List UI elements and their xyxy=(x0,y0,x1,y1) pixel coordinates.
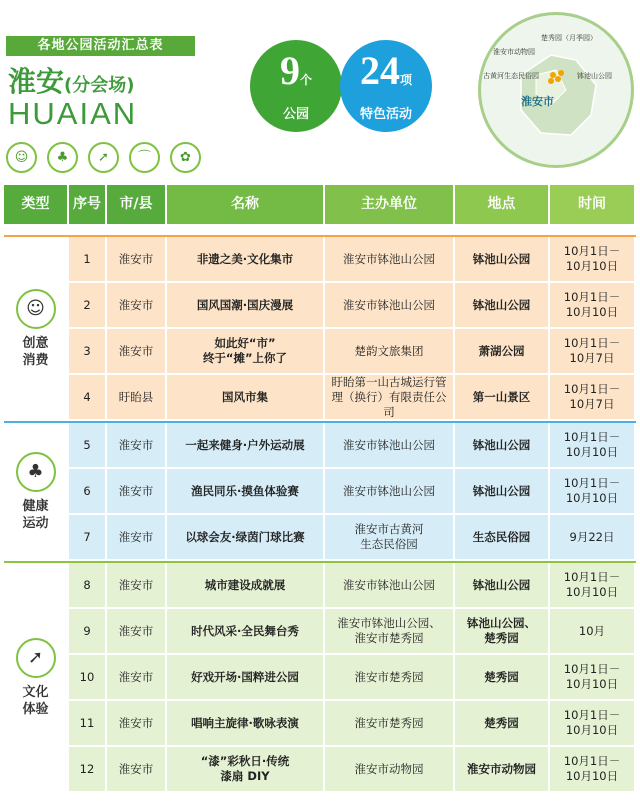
city-title xyxy=(8,60,134,100)
row-name: 城市建设成就展 xyxy=(167,563,325,609)
tree-icon: ♣ xyxy=(16,452,56,492)
row-organizer: 淮安市钵池山公园 xyxy=(325,469,455,515)
row-time: 10月1日－ 10月7日 xyxy=(550,375,636,421)
table-body xyxy=(4,235,636,793)
map-label-guhuanghe: 古黄河生态民俗园 xyxy=(483,72,539,80)
section-type-label xyxy=(4,563,67,793)
table-row xyxy=(4,375,636,421)
events-count: 24 xyxy=(359,48,400,93)
header-type: 类型 xyxy=(4,185,69,224)
row-time: 10月1日－ 10月10日 xyxy=(550,701,636,747)
section-type-label xyxy=(4,237,67,421)
row-organizer: 淮安市楚秀园 xyxy=(325,655,455,701)
parks-count-badge xyxy=(250,40,342,132)
row-organizer: 淮安市钵池山公园 xyxy=(325,283,455,329)
table-row xyxy=(4,329,636,375)
row-number: 2 xyxy=(69,283,107,329)
row-city: 淮安市 xyxy=(107,283,167,329)
row-city: 淮安市 xyxy=(107,423,167,469)
table-row xyxy=(4,609,636,655)
table-row xyxy=(4,237,636,283)
row-organizer: 淮安市钵池山公园 xyxy=(325,563,455,609)
row-location: 萧湖公园 xyxy=(455,329,550,375)
map-city-label: 淮安市 xyxy=(521,95,554,108)
city-english-name: HUAIAN xyxy=(8,96,138,131)
row-name: 唱响主旋律·歌咏表演 xyxy=(167,701,325,747)
row-name: 如此好“市” 终于“摊”上你了 xyxy=(167,329,325,375)
row-number: 9 xyxy=(69,609,107,655)
row-time: 10月1日－ 10月7日 xyxy=(550,329,636,375)
row-location: 钵池山公园、 楚秀园 xyxy=(455,609,550,655)
parks-label: 公园 xyxy=(282,107,309,122)
header-loc: 地点 xyxy=(455,185,550,224)
table-section xyxy=(4,235,636,421)
row-number: 11 xyxy=(69,701,107,747)
header-time: 时间 xyxy=(550,185,636,224)
header-city: 市/县 xyxy=(107,185,167,224)
map-label-chuxiu: 楚秀园（月季园） xyxy=(541,34,597,42)
city-map xyxy=(478,12,634,168)
row-organizer: 盱眙第一山古城运行管理（换行）有限责任公司 xyxy=(325,375,455,421)
row-number: 12 xyxy=(69,747,107,793)
row-number: 1 xyxy=(69,237,107,283)
row-location: 钵池山公园 xyxy=(455,237,550,283)
section-type-label xyxy=(4,423,67,561)
row-time: 10月1日－ 10月10日 xyxy=(550,283,636,329)
row-name: 一起来健身·户外运动展 xyxy=(167,423,325,469)
row-location: 钵池山公园 xyxy=(455,469,550,515)
row-organizer: 淮安市古黄河 生态民俗园 xyxy=(325,515,455,561)
row-city: 淮安市 xyxy=(107,655,167,701)
row-city: 淮安市 xyxy=(107,329,167,375)
header-org: 主办单位 xyxy=(325,185,455,224)
row-name: “漆”彩秋日·传统 漆扇 DIY xyxy=(167,747,325,793)
row-city: 淮安市 xyxy=(107,609,167,655)
row-city: 淮安市 xyxy=(107,237,167,283)
row-city: 淮安市 xyxy=(107,469,167,515)
section-type-text: 创意 消费 xyxy=(22,336,49,368)
row-city: 淮安市 xyxy=(107,563,167,609)
tree-icon: ♣ xyxy=(47,142,78,173)
parks-count: 9 xyxy=(279,48,300,93)
row-time: 10月1日－ 10月10日 xyxy=(550,469,636,515)
row-number: 10 xyxy=(69,655,107,701)
row-name: 非遗之美·文化集市 xyxy=(167,237,325,283)
row-time: 10月1日－ 10月10日 xyxy=(550,563,636,609)
row-number: 3 xyxy=(69,329,107,375)
row-time: 10月1日－ 10月10日 xyxy=(550,423,636,469)
section-type-text: 健康 运动 xyxy=(22,499,49,531)
city-subtitle: (分会场) xyxy=(64,75,135,96)
section-type-text: 文化 体验 xyxy=(22,685,49,717)
events-count-badge xyxy=(340,40,432,132)
row-time: 9月22日 xyxy=(550,515,636,561)
map-label-zoo: 淮安市动物园 xyxy=(493,48,535,56)
row-city: 淮安市 xyxy=(107,515,167,561)
table-header xyxy=(4,185,636,224)
row-number: 6 xyxy=(69,469,107,515)
table-section xyxy=(4,561,636,793)
row-time: 10月1日－ 10月10日 xyxy=(550,237,636,283)
row-number: 4 xyxy=(69,375,107,421)
city-name: 淮安 xyxy=(8,65,65,98)
summary-tag: 各地公园活动汇总表 xyxy=(6,36,195,56)
row-location: 淮安市动物园 xyxy=(455,747,550,793)
row-name: 以球会友·绿茵门球比赛 xyxy=(167,515,325,561)
row-time: 10月1日－ 10月10日 xyxy=(550,747,636,793)
category-icon-row xyxy=(6,142,211,173)
table-row xyxy=(4,655,636,701)
person-icon: ☺ xyxy=(6,142,37,173)
row-city: 盱眙县 xyxy=(107,375,167,421)
table-row xyxy=(4,515,636,561)
header-num: 序号 xyxy=(69,185,107,224)
row-city: 淮安市 xyxy=(107,701,167,747)
row-location: 第一山景区 xyxy=(455,375,550,421)
bridge-icon: ⌒ xyxy=(129,142,160,173)
events-unit: 项 xyxy=(399,73,412,87)
row-city: 淮安市 xyxy=(107,747,167,793)
parks-unit: 个 xyxy=(299,73,312,87)
table-section xyxy=(4,421,636,561)
row-number: 7 xyxy=(69,515,107,561)
map-label-bochishan: 钵池山公园 xyxy=(577,72,612,80)
row-organizer: 淮安市楚秀园 xyxy=(325,701,455,747)
row-name: 时代风采·全民舞台秀 xyxy=(167,609,325,655)
row-time: 10月1日－ 10月10日 xyxy=(550,655,636,701)
row-organizer: 淮安市钵池山公园 xyxy=(325,423,455,469)
slide-icon: ➚ xyxy=(88,142,119,173)
table-row xyxy=(4,469,636,515)
row-organizer: 淮安市钵池山公园 xyxy=(325,237,455,283)
row-organizer: 淮安市动物园 xyxy=(325,747,455,793)
row-location: 钵池山公园 xyxy=(455,563,550,609)
table-row xyxy=(4,747,636,793)
row-name: 国风市集 xyxy=(167,375,325,421)
slide-icon: ➚ xyxy=(16,638,56,678)
row-name: 好戏开场·国粹进公园 xyxy=(167,655,325,701)
table-row xyxy=(4,563,636,609)
table-row xyxy=(4,423,636,469)
row-location: 钵池山公园 xyxy=(455,423,550,469)
row-time: 10月 xyxy=(550,609,636,655)
row-name: 渔民同乐·摸鱼体验赛 xyxy=(167,469,325,515)
person-icon: ☺ xyxy=(16,289,56,329)
row-organizer: 楚韵文旅集团 xyxy=(325,329,455,375)
table-row xyxy=(4,283,636,329)
row-name: 国风国潮·国庆漫展 xyxy=(167,283,325,329)
events-label: 特色活动 xyxy=(359,107,412,122)
flower-icon: ✿ xyxy=(170,142,201,173)
row-location: 楚秀园 xyxy=(455,701,550,747)
row-location: 生态民俗园 xyxy=(455,515,550,561)
row-number: 8 xyxy=(69,563,107,609)
header-name: 名称 xyxy=(167,185,325,224)
row-location: 楚秀园 xyxy=(455,655,550,701)
row-location: 钵池山公园 xyxy=(455,283,550,329)
row-number: 5 xyxy=(69,423,107,469)
table-row xyxy=(4,701,636,747)
row-organizer: 淮安市钵池山公园、 淮安市楚秀园 xyxy=(325,609,455,655)
